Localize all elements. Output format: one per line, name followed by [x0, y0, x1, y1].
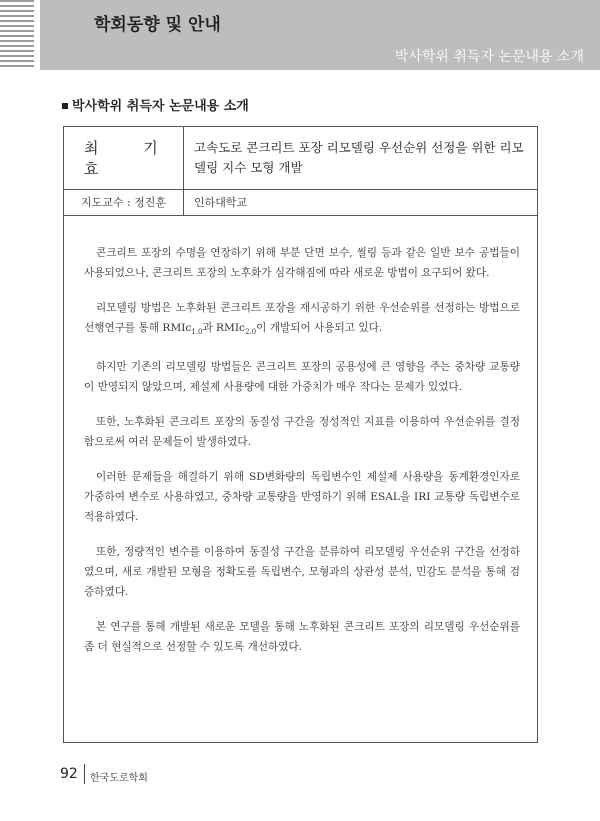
p2-text-mid: 과 RMIc — [202, 322, 245, 334]
header-bar — [40, 0, 600, 70]
title-row — [64, 127, 537, 190]
advisor: 지도교수 : 정진훈 — [80, 196, 167, 209]
university: 인하대학교 — [194, 196, 248, 209]
p2-sub-1: 1.0 — [191, 328, 203, 337]
section-subtitle: 박사학위 취득자 논문내용 소개 — [394, 49, 584, 65]
publisher-name: 한국도로학회 — [90, 773, 148, 784]
paragraph-3: 하지만 기존의 리모델링 방법들은 콘크리트 포장의 공용성에 큰 영향을 주는 중차량 교통량이 반영되지 않았으며, 제설제 사용량에 대한 가중치가 매우 작다는 문제가 있었다. — [84, 361, 520, 394]
thesis-title: 고속도로 콘크리트 포장 리모델링 우선순위 선정을 위한 리모델링 지수 모형 개발 — [194, 140, 524, 175]
grade-label: 최 기 효 — [84, 139, 178, 178]
page-number: 92 — [60, 766, 78, 782]
paragraph-7: 본 연구를 통해 개발된 새로운 모델을 통해 노후화된 콘크리트 포장의 리모델링 우선순위를 좀 더 현실적으로 선정할 수 있도록 개선하였다. — [84, 621, 520, 654]
p2-text-pre: 리모델링 방법은 노후화된 콘크리트 포장을 재시공하기 위한 우선순위를 선정하는 방법으로 선행연구를 통해 RMIc — [84, 302, 520, 334]
grade-cell — [64, 127, 184, 189]
paragraph-5: 이러한 문제들을 해결하기 위해 SD변화량의 독립변수인 제설제 사용량을 동계환경인자로 가중하여 변수로 사용하였고, 중차량 교통량을 반영하기 위해 ESAL을 IRI 교통량 독립변수로 적용하였다. — [84, 471, 520, 524]
paragraph-4: 또한, 노후화된 콘크리트 포장의 동질성 구간을 정성적인 지표를 이용하여 우선순위를 결정함으로써 여러 문제들이 발생하였다. — [84, 416, 520, 449]
university-cell — [184, 189, 537, 215]
p2-text-post: 이 개발되어 사용되고 있다. — [256, 322, 383, 334]
p2-sub-2: 2.0 — [245, 328, 257, 337]
square-bullet-icon — [62, 103, 68, 109]
section-title: 학회동향 및 안내 — [94, 15, 221, 35]
paragraph-1: 콘크리트 포장의 수명을 연장하기 위해 부분 단면 보수, 씰링 등과 같은 일반 보수 공법들이 사용되었으나, 콘크리트 포장의 노후화가 심각해짐에 따라 새로운 방법이 요구되어 왔다. — [84, 247, 520, 279]
advisor-cell — [64, 189, 184, 215]
content-frame — [63, 126, 538, 743]
advisor-row — [64, 189, 537, 216]
page-heading — [62, 95, 249, 114]
paragraph-6: 또한, 정량적인 변수를 이용하여 동질성 구간을 분류하여 리모델링 우선순위 구간을 선정하였으며, 새로 개발된 모형을 정확도를 독립변수, 모형과의 상관성 분석, 민감도 분석을 통해 검증하였다. — [84, 546, 520, 599]
footer-divider — [84, 764, 85, 784]
thesis-title-cell — [184, 127, 537, 189]
abstract-body — [84, 243, 520, 672]
page-heading-text: 박사학위 취득자 논문내용 소개 — [72, 99, 249, 114]
paragraph-2 — [84, 298, 520, 342]
header-stripes — [0, 0, 34, 70]
